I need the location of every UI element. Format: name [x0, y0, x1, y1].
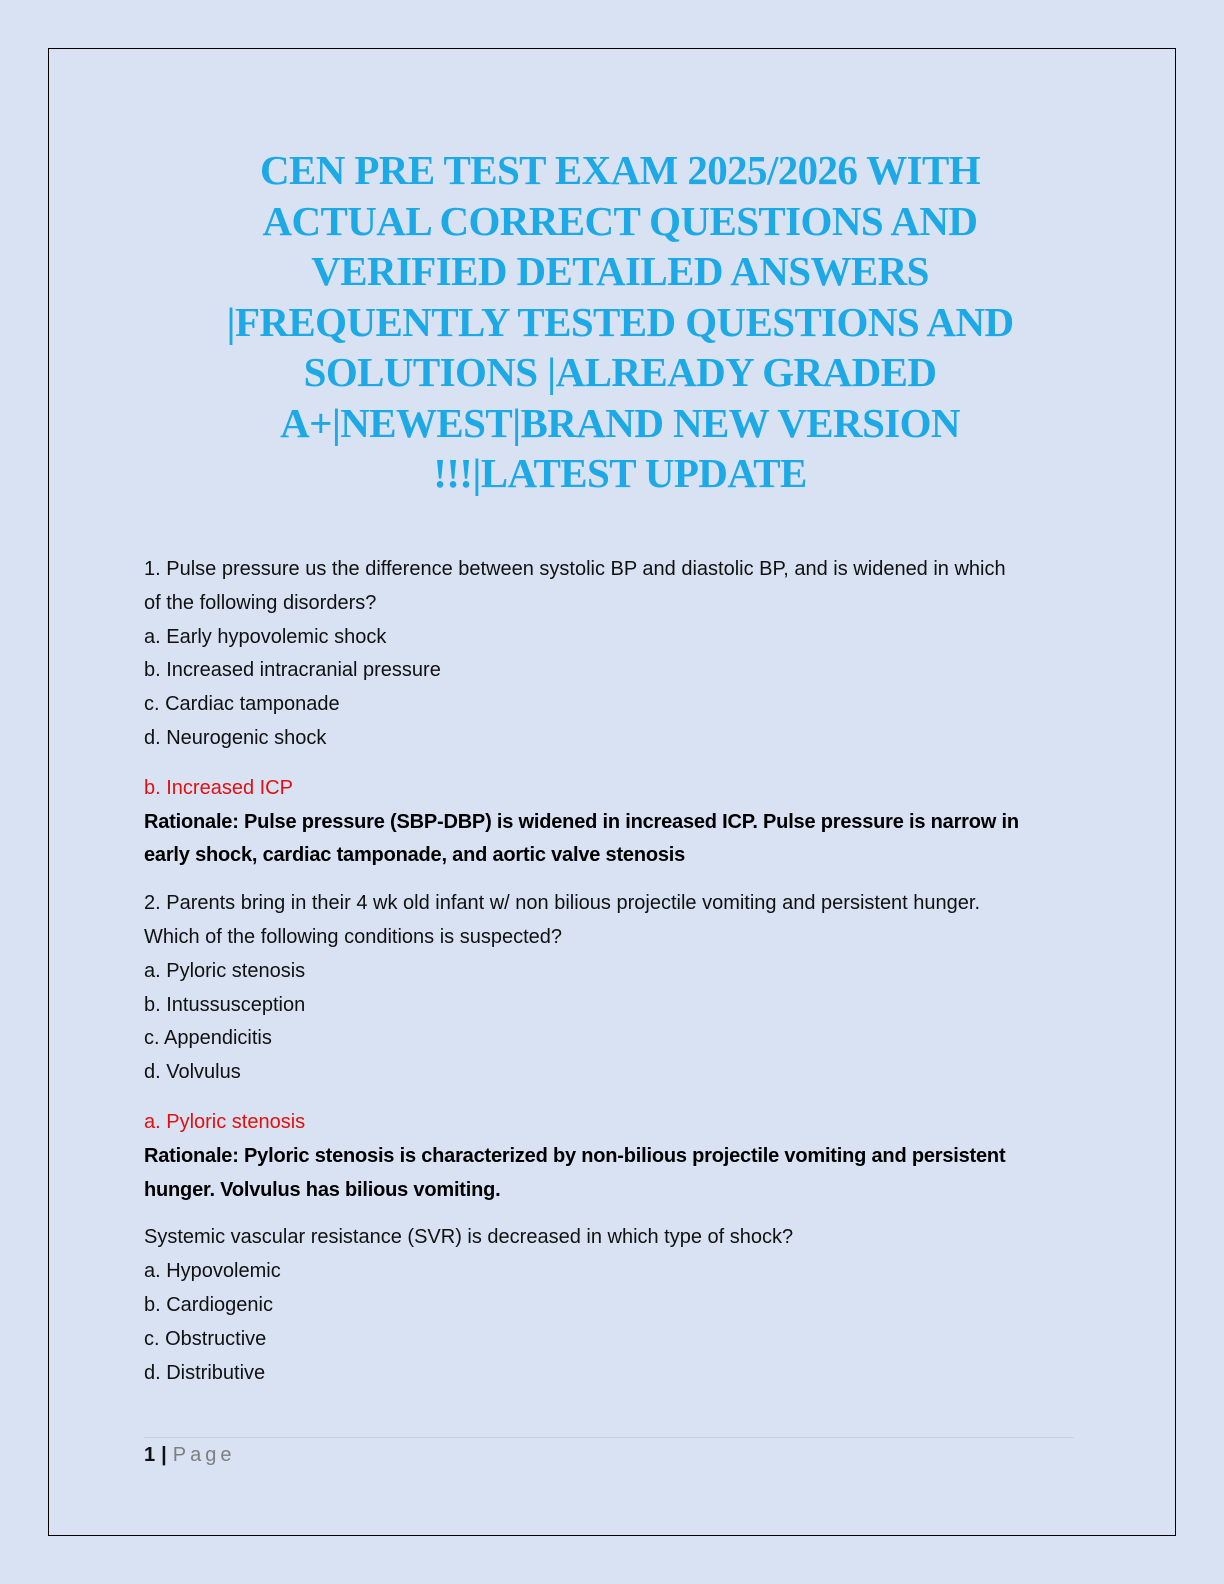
title-line: ACTUAL CORRECT QUESTIONS AND: [262, 197, 978, 244]
option: b. Intussusception: [144, 993, 306, 1016]
question-1: [144, 553, 1094, 873]
answer: a. Pyloric stenosis: [144, 1110, 306, 1133]
option: a. Hypovolemic: [144, 1260, 281, 1283]
rationale: Rationale: Pyloric stenosis is characterized by non-bilious projectile vomiting and persistent: [144, 1144, 1006, 1167]
option: b. Cardiogenic: [144, 1293, 273, 1316]
document-title: [130, 145, 1110, 499]
page-footer: [144, 1442, 235, 1468]
question-3: [144, 1221, 1094, 1390]
title-line: A+|NEWEST|BRAND NEW VERSION: [280, 399, 960, 446]
question-stem: of the following disorders?: [144, 591, 377, 614]
title-line: CEN PRE TEST EXAM 2025/2026 WITH: [259, 147, 981, 193]
answer: b. Increased ICP: [144, 776, 293, 799]
option: a. Early hypovolemic shock: [144, 625, 387, 648]
option: c. Cardiac tamponade: [144, 693, 340, 716]
option: c. Obstructive: [144, 1327, 267, 1350]
title-line: !!!|LATEST UPDATE: [433, 450, 807, 496]
title-line: SOLUTIONS |ALREADY GRADED: [303, 349, 937, 395]
title-line: VERIFIED DETAILED ANSWERS: [311, 248, 929, 294]
rationale: Rationale: Pulse pressure (SBP-DBP) is widened in increased ICP. Pulse pressure is narrow in: [144, 810, 1019, 833]
page-number: 1: [144, 1444, 156, 1466]
title-line: |FREQUENTLY TESTED QUESTIONS AND: [226, 298, 1014, 345]
question-stem: Which of the following conditions is suspected?: [144, 925, 563, 948]
question-stem: Systemic vascular resistance (SVR) is decreased in which type of shock?: [144, 1226, 794, 1249]
footer-separator: |: [161, 1444, 167, 1466]
question-stem: 1. Pulse pressure us the difference between systolic BP and diastolic BP, and is widened in which: [144, 558, 1006, 580]
option: d. Volvulus: [144, 1061, 241, 1084]
question-2: [144, 887, 1094, 1207]
footer-divider: [144, 1437, 1074, 1438]
question-list: [144, 553, 1094, 1390]
page-label: Page: [172, 1444, 236, 1466]
rationale: hunger. Volvulus has bilious vomiting.: [144, 1178, 501, 1201]
option: d. Distributive: [144, 1361, 266, 1384]
option: c. Appendicitis: [144, 1027, 272, 1050]
rationale: early shock, cardiac tamponade, and aortic valve stenosis: [144, 844, 686, 867]
option: b. Increased intracranial pressure: [144, 659, 441, 682]
question-stem: 2. Parents bring in their 4 wk old infant w/ non bilious projectile vomiting and persistent hunger.: [144, 892, 981, 915]
option: d. Neurogenic shock: [144, 726, 327, 749]
option: a. Pyloric stenosis: [144, 959, 306, 982]
